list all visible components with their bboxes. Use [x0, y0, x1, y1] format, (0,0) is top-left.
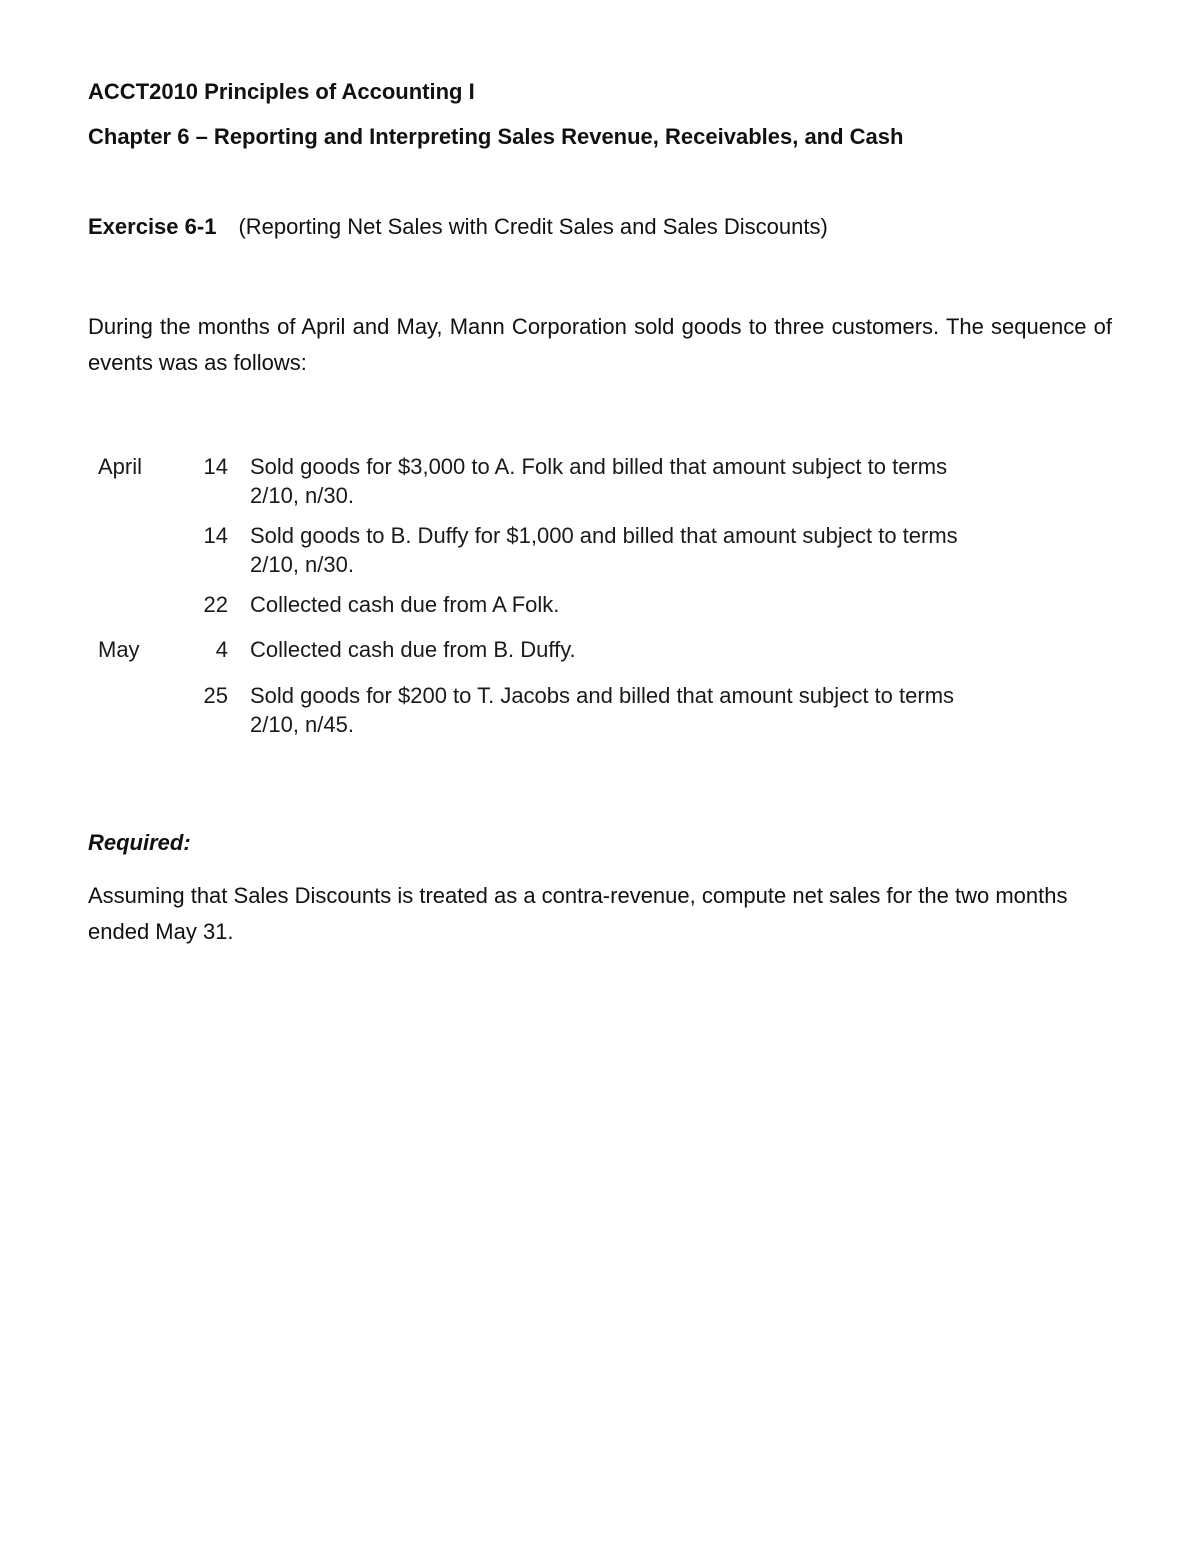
event-description: Collected cash due from B. Duffy.: [250, 637, 576, 662]
event-list: [98, 452, 998, 739]
event-month: April: [98, 454, 143, 479]
exercise-label: Exercise 6-1: [88, 214, 217, 239]
required-label: Required:: [88, 830, 191, 855]
event-description: Sold goods for $200 to T. Jacobs and billed that amount subject to terms 2/10, n/45.: [250, 683, 955, 737]
event-row: [98, 521, 998, 579]
event-row: [98, 635, 998, 664]
event-description: Sold goods for $3,000 to A. Folk and billed that amount subject to terms 2/10, n/30.: [250, 454, 948, 508]
event-description: Collected cash due from A Folk.: [250, 592, 560, 617]
event-row: [98, 681, 998, 739]
event-row: [98, 452, 998, 510]
event-day: 14: [203, 454, 228, 479]
required-text: Assuming that Sales Discounts is treated as a contra-revenue, compute net sales for the two months ended May 31.: [88, 883, 1068, 944]
intro-paragraph: During the months of April and May, Mann Corporation sold goods to three customers. The sequence of events was as follows:: [88, 314, 1112, 375]
event-day: 22: [203, 592, 228, 617]
chapter-title: Chapter 6 – Reporting and Interpreting Sales Revenue, Receivables, and Cash: [88, 124, 904, 149]
event-description: Sold goods to B. Duffy for $1,000 and billed that amount subject to terms 2/10, n/30.: [250, 523, 958, 577]
course-title: ACCT2010 Principles of Accounting I: [88, 79, 475, 104]
event-day: 14: [203, 523, 228, 548]
event-month: May: [98, 637, 140, 662]
exercise-heading: [88, 214, 828, 240]
event-day: 25: [203, 683, 228, 708]
event-day: 4: [215, 637, 228, 662]
event-row: [98, 590, 998, 619]
exercise-subtitle: (Reporting Net Sales with Credit Sales and Sales Discounts): [238, 214, 828, 239]
